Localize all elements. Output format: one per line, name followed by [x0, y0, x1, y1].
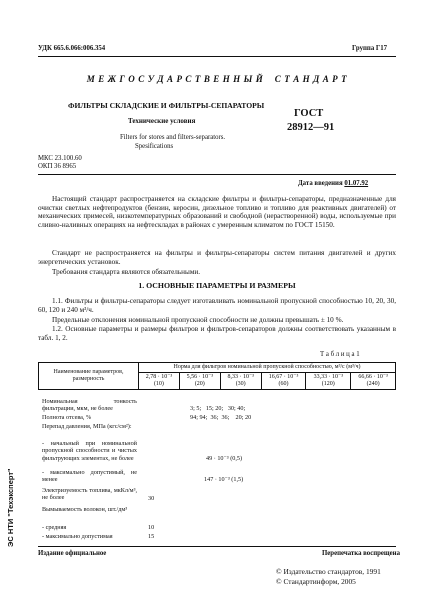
column-header: 2,78 · 10⁻³ (10) [139, 373, 180, 390]
column-header: 5,56 · 10⁻³ (20) [179, 373, 220, 390]
column-header: 33,33 · 10⁻³ (120) [306, 373, 351, 390]
paragraph-mandatory: Требования стандарта являются обязательными. [52, 268, 201, 276]
row-label: - начальный при номинальной пропускной способности и чистых фильтрующих элементах, не более [42, 440, 137, 462]
mks-code: МКС 23.100.60 [38, 155, 82, 162]
row-value: 30 [148, 495, 155, 502]
footer-rule [38, 546, 396, 547]
paragraph-scope: Настоящий стандарт распространяется на складские фильтры и фильтры-сепараторы, предназначенные для очистки светлых нефтепродуктов (бензин, керосин, дизельное топливо и топливо для реактивных двигателей) от механических примесей, низкотемпературных образований и свободной (нерастворенной) воды, используемые при сливно-наливных операциях на нефтескладах в районах с умеренным климатом по ГОСТ 15150. [38, 195, 396, 230]
header-rule [38, 56, 396, 57]
paragraph-1-1: 1.1. Фильтры и фильтры-сепараторы следует изготавливать номинальной пропускной способностью 10, 20, 30, 60, 120 и 240 м³/ч. [38, 297, 396, 314]
document-subtitle: Технические условия [128, 117, 196, 125]
column-header: 16,67 · 10⁻³ (60) [261, 373, 306, 390]
row-value: 49 · 10⁻³ (0,5) [206, 455, 243, 462]
udc-code: УДК 665.6.066:006.354 [38, 45, 106, 52]
okp-code: ОКП 36 8965 [38, 163, 77, 170]
param-column-header: Наименование параметров, размерность [39, 363, 139, 390]
paragraph-exclusion: Стандарт не распространяется на фильтры и фильтры-сепараторы систем питания двигателей и других энергетических установок. [38, 249, 396, 266]
column-header: 8,33 · 10⁻³ (30) [220, 373, 261, 390]
section-heading: 1. ОСНОВНЫЕ ПАРАМЕТРЫ И РАЗМЕРЫ [138, 281, 296, 290]
row-label: - средняя [42, 524, 67, 531]
table-caption: Т а б л и ц а 1 [320, 351, 360, 358]
reprint-notice: Перепечатка воспрещена [322, 550, 400, 557]
row-value: 94; 94; 36; 36; 20; 20 [190, 414, 252, 421]
intro-date-value: 01.07.92 [344, 180, 369, 187]
gost-number: 28912—91 [287, 122, 335, 133]
copyright-1991: © Издательство стандартов, 1991 [276, 567, 381, 576]
row-value: 3; 5; 15; 20; 30; 40; [190, 405, 246, 412]
row-value: 10 [148, 524, 155, 531]
row-label: Вымываемость волокон, шт./дм³ [42, 506, 128, 513]
official-edition: Издание официальное [38, 550, 107, 557]
group-code: Группа Г17 [352, 45, 388, 52]
row-label: Номинальная тонкость фильтрации, мкм, не более [42, 398, 137, 413]
title-rule [38, 174, 396, 175]
row-label: Полнота отсева, % [42, 414, 92, 421]
table-header [38, 362, 396, 390]
intro-date [298, 180, 368, 187]
row-label: - максимально допустимый, не менее [42, 469, 137, 484]
norm-span-header: Норма для фильтров номинальной пропускной способностью, м³/с (м³/ч) [139, 363, 396, 373]
row-label: Электризуемость топлива, мкКл/м³, не более [42, 487, 137, 502]
gost-label: ГОСТ [294, 108, 324, 119]
row-label: Перепад давления, МПа (кгс/см²): [42, 423, 132, 430]
column-header: 66,66 · 10⁻³ (240) [351, 373, 396, 390]
paragraph-1-2: 1.2. Основные параметры и размеры фильтров и фильтров-сепараторов должны соответствовать указанным в табл. 1, 2. [38, 325, 396, 342]
intro-date-label: Дата введения [298, 180, 343, 187]
row-value: 147 · 10⁻³ (1,5) [204, 476, 244, 483]
english-title-2: Spesifications [135, 143, 174, 150]
copyright-2005: © Стандартинформ, 2005 [276, 577, 356, 586]
english-title-1: Filters for stores and filters-separators. [120, 134, 226, 141]
paragraph-deviation: Предельные отклонения номинальной пропускной способности не должны превышать ± 10 %. [52, 316, 344, 324]
document-title: ФИЛЬТРЫ СКЛАДСКИЕ И ФИЛЬТРЫ-СЕПАРАТОРЫ [68, 101, 265, 110]
side-watermark: ЭС НТИ "Техэксперт" [6, 468, 15, 547]
standard-banner: М Е Ж Г О С У Д А Р С Т В Е Н Н Ы Й С Т А Н Д А Р Т [86, 74, 348, 84]
row-value: 15 [148, 533, 155, 540]
row-label: - максимально допустимая [42, 533, 113, 540]
